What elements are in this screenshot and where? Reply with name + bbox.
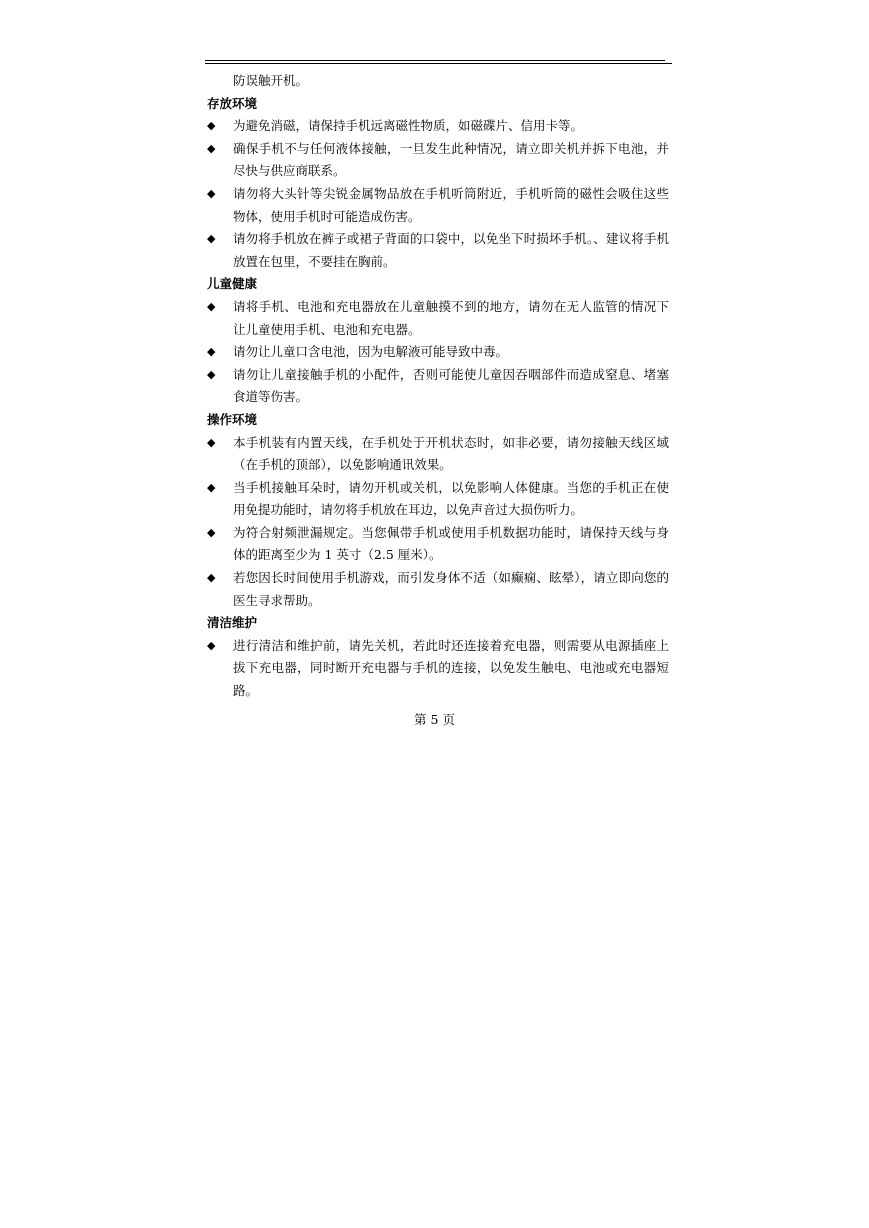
list-item-text: 请勿将手机放在裤子或裙子背面的口袋中，以免坐下时损坏手机。、建议将手机放置在包里，不要挂在胸前。 [233,231,669,269]
diamond-bullet-icon: ◆ [207,435,216,449]
list-item [207,567,669,612]
page-number: 第 5 页 [414,712,455,727]
list-item-text: 请将手机、电池和充电器放在儿童触摸不到的地方，请勿在无人监管的情况下让儿童使用手机、电池和充电器。 [233,298,669,337]
section-heading: 存放环境 [207,95,258,111]
list-item [207,341,669,364]
diamond-bullet-icon: ◆ [207,232,216,246]
list-item [207,138,669,183]
diamond-bullet-icon: ◆ [207,480,216,494]
list-item [207,477,669,522]
section-child-health [207,273,669,409]
section-heading: 儿童健康 [207,276,258,292]
list-item-text: 进行清洁和维护前，请先关机，若此时还连接着充电器，则需要从电源插座上拔下充电器，同时断开充电器与手机的连接，以免发生触电、电池或充电器短路。 [233,637,669,699]
section-heading: 清洁维护 [207,615,258,631]
list-item-text: 请勿让儿童口含电池，因为电解液可能导致中毒。 [233,344,509,360]
list-item [207,635,669,703]
list-item-text: 本手机装有内置天线，在手机处于开机状态时，如非必要，请勿接触天线区域（在手机的顶部），以免影响通讯效果。 [233,434,669,473]
diamond-bullet-icon: ◆ [207,525,216,539]
list-item-text: 为符合射频泄漏规定。当您佩带手机或使用手机数据功能时，请保持天线与身体的距离至少为 1 英寸（2.5 厘米）。 [233,524,669,563]
diamond-bullet-icon: ◆ [207,571,216,585]
section-storage [207,93,669,274]
header-rule-bottom [205,63,672,64]
list-item-text: 确保手机不与任何液体接触，一旦发生此种情况，请立即关机并拆下电池，并尽快与供应商联系。 [233,140,669,179]
diamond-bullet-icon: ◆ [207,141,216,155]
section-heading: 操作环境 [207,411,258,427]
header-rule-top [205,60,665,61]
list-item [207,432,669,477]
list-item [207,364,669,409]
list-item-text: 请勿让儿童接触手机的小配件，否则可能使儿童因吞咽部件而造成窒息、堵塞食道等伤害。 [233,366,669,405]
diamond-bullet-icon: ◆ [207,638,216,652]
list-item-text: 若您因长时间使用手机游戏，而引发身体不适（如癫痫、眩晕），请立即向您的医生寻求帮助。 [233,570,669,608]
section-operating-environment [207,409,669,612]
diamond-bullet-icon: ◆ [207,186,216,200]
list-item [207,183,669,228]
list-item-text: 为避免消磁，请保持手机远离磁性物质，如磁碟片、信用卡等。 [233,118,584,134]
intro-continuation: 防误触开机。 [233,73,309,88]
list-item [207,115,669,138]
diamond-bullet-icon: ◆ [207,367,216,381]
list-item-text: 当手机接触耳朵时，请勿开机或关机，以免影响人体健康。当您的手机正在使用免提功能时，请勿将手机放在耳边，以免声音过大损伤听力。 [233,479,669,518]
page-body [207,70,669,703]
diamond-bullet-icon: ◆ [207,345,216,359]
diamond-bullet-icon: ◆ [207,299,216,313]
list-item [207,522,669,567]
list-item [207,228,669,273]
list-item-text: 请勿将大头针等尖锐金属物品放在手机听筒附近，手机听筒的磁性会吸住这些物体，使用手机时可能造成伤害。 [233,185,669,224]
section-cleaning [207,612,669,702]
list-item [207,296,669,341]
diamond-bullet-icon: ◆ [207,119,216,133]
